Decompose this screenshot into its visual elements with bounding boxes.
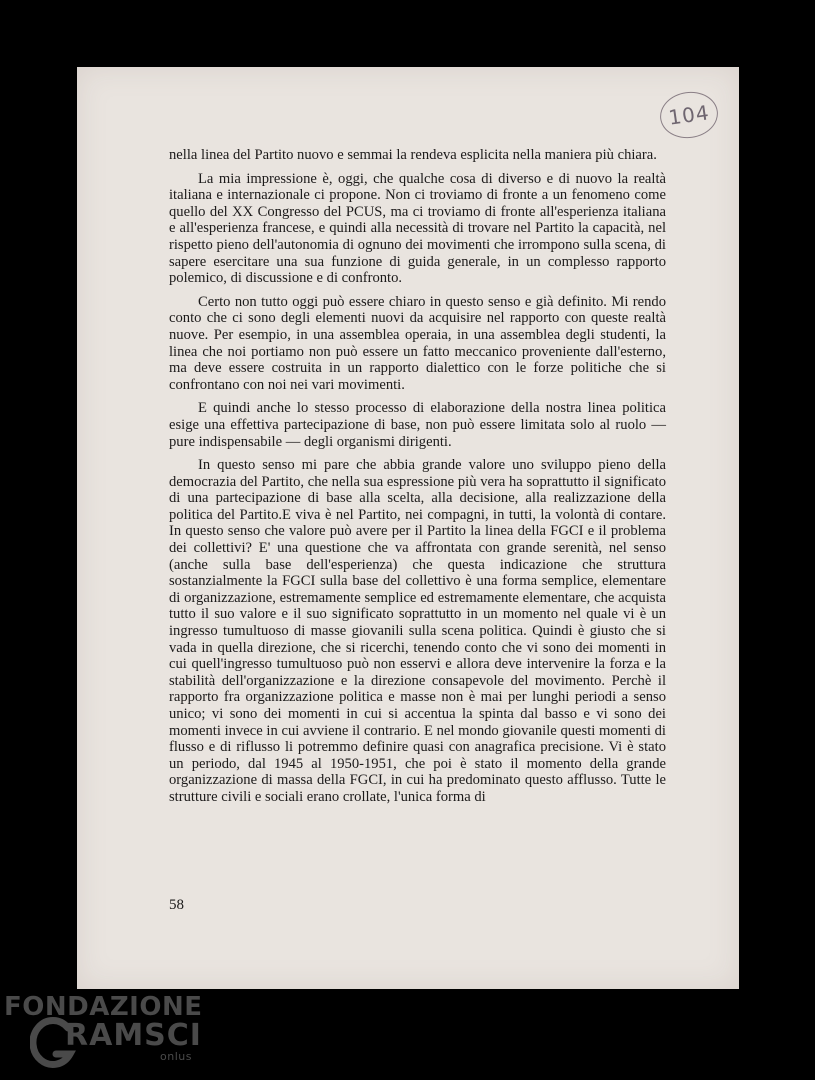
paragraph: La mia impressione è, oggi, che qualche cosa di diverso e di nuovo la realtà italiana e internazionale ci propone. Non ci troviamo di fronte a un fenomeno come quello del XX Congresso del PCUS, ma ci troviamo di fronte all'esperienza italiana e all'esperienza francese, e quindi alla necessità di trovare nel Partito la capacità, nel rispetto pieno dell'autonomia di ognuno dei movimenti che irrompono sulla scena, di sapere esercitare una sua funzione di guida generale, in un complesso rapporto polemico, di discussione e di confronto. (169, 170, 666, 287)
paragraph: In questo senso mi pare che abbia grande valore uno sviluppo pieno della democrazia del Partito, che nella sua espressione più vera ha soprattutto il significato di una partecipazione di base alla scelta, alla decisione, alla realizzazione della politica del Partito.E viva è nel Partito, nei compagni, in tutti, la volontà di contare. In questo senso che valore può avere per il Partito la linea della FGCI e il problema dei collettivi? E' una questione che va affrontata con grande serenità, nel senso (anche sulla base dell'esperienza) che questa indicazione che struttura sostanzialmente la FGCI sulla base del collettivo è una forma semplice, elementare di organizzazione, estremamente semplice ed estremamente elementare, che acquista tutto il suo valore e il suo significato soprattutto in un momento nel quale vi è un ingresso tumultuoso di masse giovanili sulla scena politica. Quindi è giusto che si vada in quella direzione, che si ricerchi, tenendo conto che vi sono dei momenti in cui quell'ingresso tumultuoso può non esservi e allora deve intervenire la forza e la stabilità dell'organizzazione e la direzione consapevole del movimento. Perchè il rapporto fra organizzazione politica e masse non è mai per lunghi periodi a senso unico; vi sono dei momenti in cui si accentua la spinta dal basso e vi sono dei momenti invece in cui avviene il contrario. E nel mondo giovanile questi momenti di flusso e di riflusso li potremmo definire quasi con anagrafica precisione. Vi è stato un periodo, dal 1945 al 1950-1951, che poi è stato il momento della grande organizzazione di massa della FGCI, in cui ha predominato questo afflusso. Tutte le strutture civili e sociali erano crollate, l'unica forma di (169, 457, 666, 805)
watermark-suffix: onlus (160, 1050, 192, 1063)
document-page (77, 67, 739, 989)
page-number: 58 (169, 897, 184, 913)
archive-stamp: 104 (657, 88, 721, 142)
paragraph: Certo non tutto oggi può essere chiaro in questo senso e già definito. Mi rendo conto che ci sono degli elementi nuovi da acquisire nel rapporto con queste realtà nuove. Per esempio, in una assemblea operaia, in una assemblea degli studenti, la linea che noi portiamo non può essere un fatto meccanico proveniente dall'esterno, ma deve essere costruita in un rapporto dialettico con le forze politiche che si confrontano con noi nei vari movimenti. (169, 293, 666, 393)
paragraph: E quindi anche lo stesso processo di elaborazione della nostra linea politica esige una effettiva partecipazione di base, non può essere limitata solo al ruolo — pure indispensabile — degli organismi dirigenti. (169, 400, 666, 450)
watermark-line2: RAMSCI (65, 1018, 202, 1053)
watermark-logo (0, 990, 210, 1080)
body-text (169, 147, 666, 813)
watermark-line1: FONDAZIONE (4, 992, 203, 1022)
paragraph: nella linea del Partito nuovo e semmai la rendeva esplicita nella maniera più chiara. (169, 147, 657, 163)
